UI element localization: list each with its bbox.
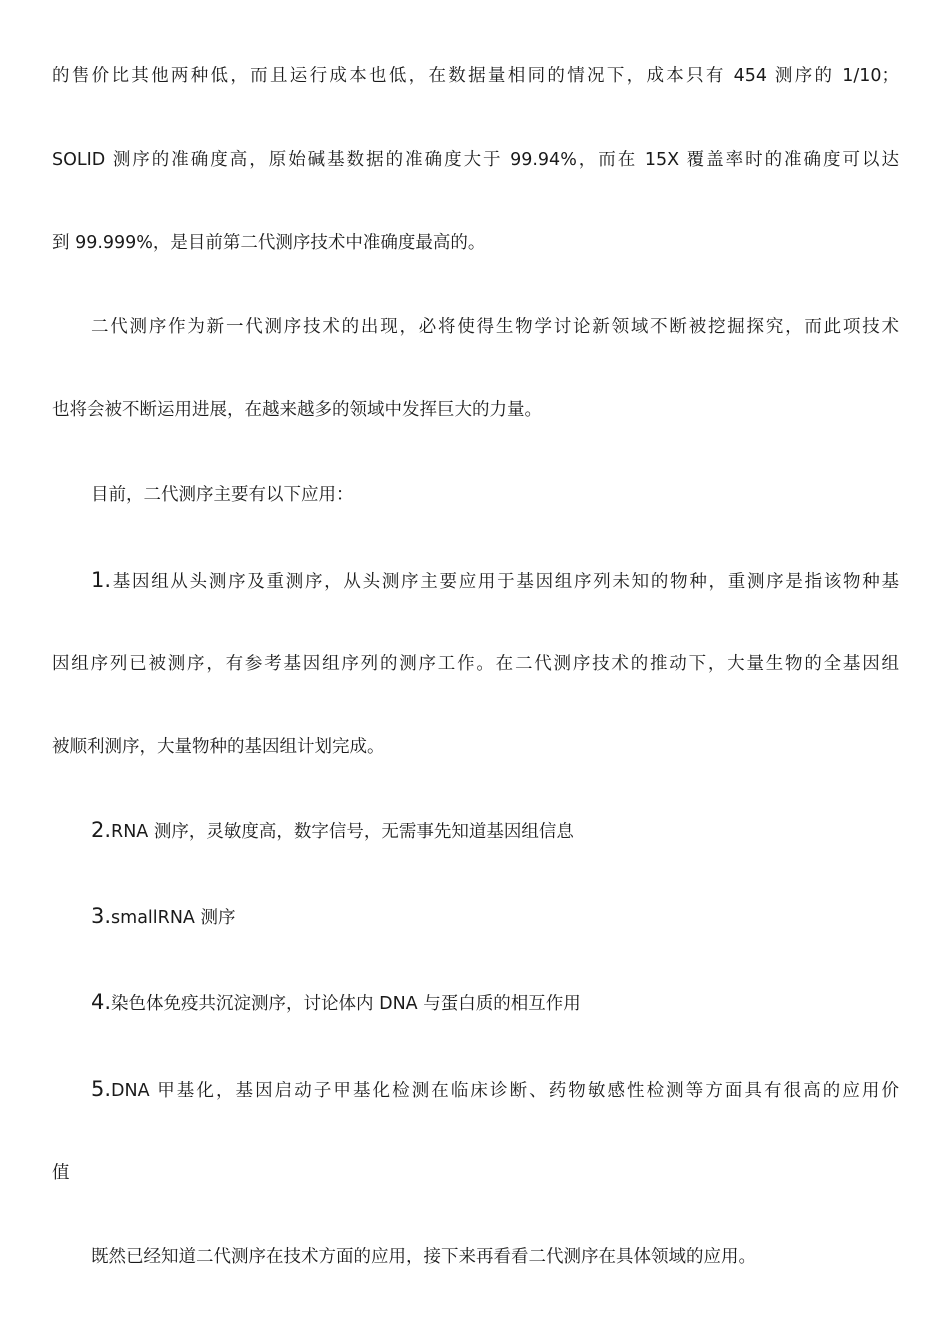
list-item-text: RNA 测序，灵敏度高，数字信号，无需事先知道基因组信息 <box>111 822 574 842</box>
list-item-number: 4. <box>91 990 112 1014</box>
list-item-text: 基因组从头测序及重测序，从头测序主要应用于基因组序列未知的物种，重测序是指该物种基 <box>111 572 899 592</box>
list-item-text: smallRNA 测序 <box>111 908 236 928</box>
list-item-text: DNA 甲基化，基因启动子甲基化检测在临床诊断、药物敏感性检测等方面具有很高的应用价 <box>111 1081 899 1101</box>
list-item-line <box>91 904 235 930</box>
list-item-number: 1. <box>91 568 112 592</box>
list-item-line <box>91 568 899 594</box>
list-item-line: 因组序列已被测序，有参考基因组序列的测序工作。在二代测序技术的推动下，大量生物的全基因组 <box>52 654 899 674</box>
paragraph-line: SOLID 测序的准确度高，原始碱基数据的准确度大于 99.94%，而在 15X 覆盖率时的准确度可以达 <box>52 150 899 170</box>
paragraph-line: 的售价比其他两种低，而且运行成本也低，在数据量相同的情况下，成本只有 454 测序的 1/10； <box>52 66 899 86</box>
list-item-text: 染色体免疫共沉淀测序，讨论体内 DNA 与蛋白质的相互作用 <box>111 994 581 1014</box>
list-item-number: 5. <box>91 1077 112 1101</box>
list-item-number: 3. <box>91 904 112 928</box>
paragraph-line: 既然已经知道二代测序在技术方面的应用，接下来再看看二代测序在具体领域的应用。 <box>91 1247 756 1267</box>
list-item-line: 值 <box>52 1163 70 1183</box>
list-item-line <box>91 1077 899 1103</box>
paragraph-line: 目前，二代测序主要有以下应用： <box>91 485 354 505</box>
list-item-line <box>91 990 581 1016</box>
list-item-line: 被顺利测序，大量物种的基因组计划完成。 <box>52 737 385 757</box>
paragraph-line: 到 99.999%，是目前第二代测序技术中准确度最高的。 <box>52 233 486 253</box>
list-item-line <box>91 818 574 844</box>
paragraph-line: 也将会被不断运用进展，在越来越多的领域中发挥巨大的力量。 <box>52 400 542 420</box>
paragraph-line: 二代测序作为新一代测序技术的出现，必将使得生物学讨论新领域不断被挖掘探究，而此项技术 <box>91 317 899 337</box>
list-item-number: 2. <box>91 818 112 842</box>
